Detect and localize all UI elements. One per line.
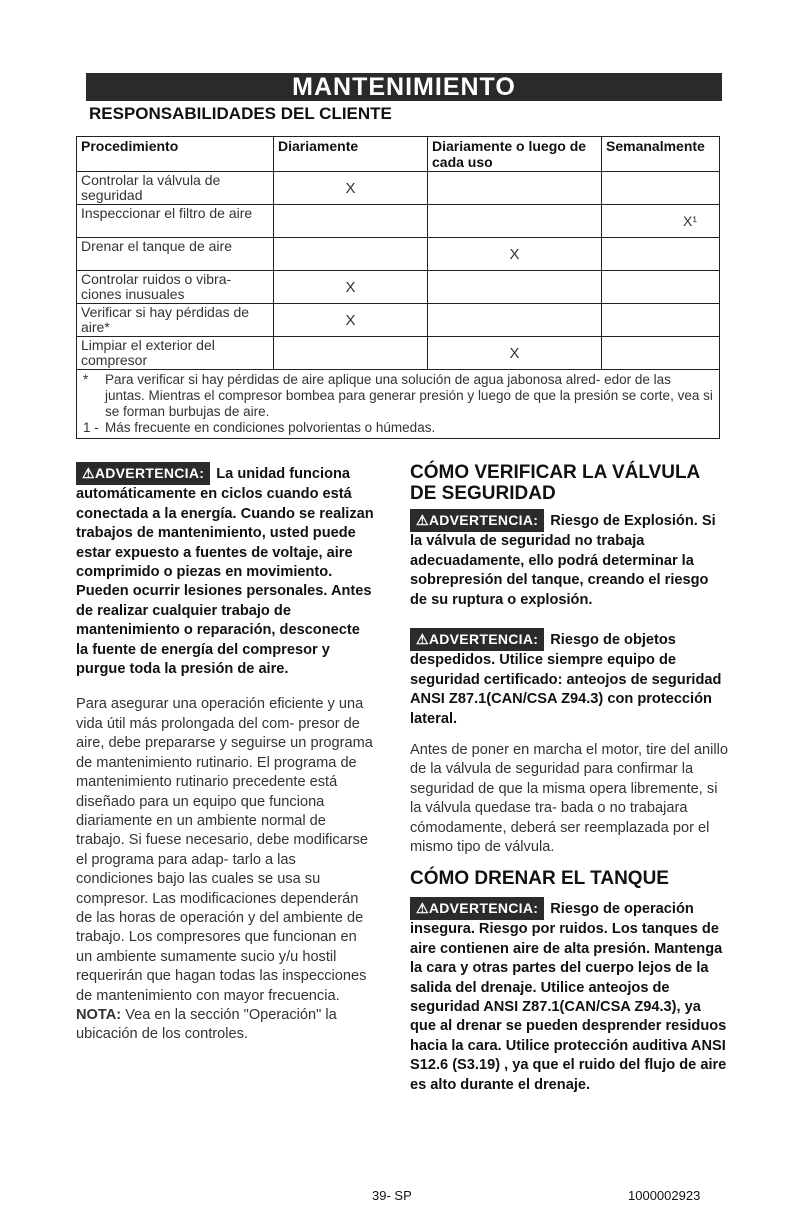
banner-title: MANTENIMIENTO [292,72,516,101]
weekly-cell: X¹ [602,205,720,238]
daily-cell [274,238,428,271]
warning-label: ⚠ADVERTENCIA: [410,509,544,532]
footnote [83,420,713,436]
maintenance-table [76,136,720,439]
daily-after-use-cell: X [428,337,602,370]
weekly-cell [602,304,720,337]
footnote-text: Para verificar si hay pérdidas de aire aplique una solución de agua jabonosa alred- edor de las juntas. Mientras el compresor bombea para generar presión y luego de que la presión se corte, vea si se forman burbujas de aire. [105,372,713,419]
table-row [77,271,720,304]
daily-cell: X [274,172,428,205]
table-row [77,172,720,205]
footnote-mark: 1 - [83,420,99,435]
daily-after-use-cell [428,304,602,337]
daily-after-use-cell [428,205,602,238]
note-label: NOTA: [76,1006,122,1023]
weekly-cell [602,172,720,205]
warning-block [410,509,728,610]
table-row [77,238,720,271]
weekly-cell [602,271,720,304]
footnote-text: Más frecuente en condiciones polvorientas o húmedas. [105,420,436,435]
header-daily-after-use: Diariamente o luego de cada uso [428,137,602,172]
valve-paragraph: Antes de poner en marcha el motor, tire del anillo de la válvula de seguridad para confirmar la seguridad de que la misma opera libremente, si la válvula quedase tra- bada o no trabajara cómodamente, deberá ser reemplazada por el mismo tipo de válvula. [410,742,728,856]
header-daily: Diariamente [274,137,428,172]
right-column-bottom [410,897,728,1095]
warning-label: ⚠ADVERTENCIA: [410,897,544,920]
daily-after-use-cell [428,172,602,205]
weekly-cell [602,238,720,271]
footnote-mark: * [83,372,89,387]
procedure-cell: Verificar si hay pérdidas de aire* [77,304,274,337]
note-text: Vea en la sección "Operación" la ubicación de los controles. [76,1006,337,1043]
section-subtitle: RESPONSABILIDADES DEL CLIENTE [89,104,392,123]
daily-after-use-cell: X [428,238,602,271]
daily-cell: X [274,304,428,337]
procedure-cell: Drenar el tanque de aire [77,238,274,271]
procedure-cell: Controlar ruidos o vibra- ciones inusuales [77,271,274,304]
procedure-cell: Controlar la válvula de seguridad [77,172,274,205]
warning-block [76,462,374,679]
warning-text: Riesgo de Explosión. Si la válvula de seguridad no trabaja adecuadamente, ello podrá determinar la sobrepresión del tanque, creando el riesgo de su ruptura o explosión. [410,513,716,608]
heading-safety-valve: CÓMO VERIFICAR LA VÁLVULA DE SEGURIDAD [410,462,700,504]
warning-block [410,897,728,1095]
document-number: 1000002923 [628,1188,701,1203]
warning-label: ⚠ADVERTENCIA: [410,628,544,651]
weekly-cell [602,337,720,370]
left-column [76,462,374,1045]
warning-label: ⚠ADVERTENCIA: [76,462,210,485]
daily-cell [274,205,428,238]
note-paragraph [76,1006,374,1045]
right-column-top [410,509,728,858]
table-footnotes [77,370,720,439]
warning-text: Riesgo de objetos despedidos. Utilice siempre equipo de seguridad certificado: anteojos de seguridad ANSI Z87.1(CAN/CSA Z94.3) con protección lateral. [410,632,722,727]
page-number: 39- SP [372,1188,412,1203]
header-weekly: Semanalmente [602,137,720,172]
table-row [77,304,720,337]
header-procedure: Procedimiento [77,137,274,172]
section-banner [86,73,722,101]
heading-drain-tank: CÓMO DRENAR EL TANQUE [410,868,669,889]
maintenance-paragraph: Para asegurar una operación eficiente y una vida útil más prolongada del com- presor de aire, debe prepararse y seguirse un programa de mantenimiento rutinario. El programa de mantenimiento rutinario precedente está diseñado para un equipo que funciona diariamente en un ambiente normal de trabajo. Si fuese necesario, debe modificarse el programa para adap- tarlo a las condiciones bajo las cuales se usa su compresor. Las modificaciones dependerán de las horas de operación y del ambiente de trabajo. Los compresores que funcionan en un ambiente sumamente sucio y/u hostil requerirán que hagan todas las inspecciones de mantenimiento con mayor frecuencia. [76,696,373,1004]
warning-block [410,628,728,729]
warning-text: Riesgo de operación insegura. Riesgo por ruidos. Los tanques de aire contienen aire de alta presión. Mantenga la cara y otras partes del cuerpo lejos de la salida del drenaje. Utilice anteojos de seguridad ANSI Z87.1(CAN/CSA Z94.3), ya que al drenar se pueden desprender residuos hacia la cara. Utilice protección auditiva ANSI S12.6 (S3.19) , ya que el ruido del flujo de aire es alto durante el drenaje. [410,901,727,1093]
table-row [77,337,720,370]
warning-text: La unidad funciona automáticamente en ciclos cuando está conectada a la energía. Cuando se realizan trabajos de mantenimiento, usted puede estar expuesto a fuentes de voltaje, aire comprimido o piezas en movimiento. Pueden ocurrir lesiones personales. Antes de realizar cualquier trabajo de mantenimiento o reparación, desconecte la fuente de energía del compresor y purgue toda la presión de aire. [76,466,374,678]
daily-after-use-cell [428,271,602,304]
daily-cell: X [274,271,428,304]
procedure-cell: Inspeccionar el filtro de aire [77,205,274,238]
procedure-cell: Limpiar el exterior del compresor [77,337,274,370]
table-header-row [77,137,720,172]
table-footnote-row [77,370,720,439]
footnote [83,372,713,420]
table-row [77,205,720,238]
daily-cell [274,337,428,370]
